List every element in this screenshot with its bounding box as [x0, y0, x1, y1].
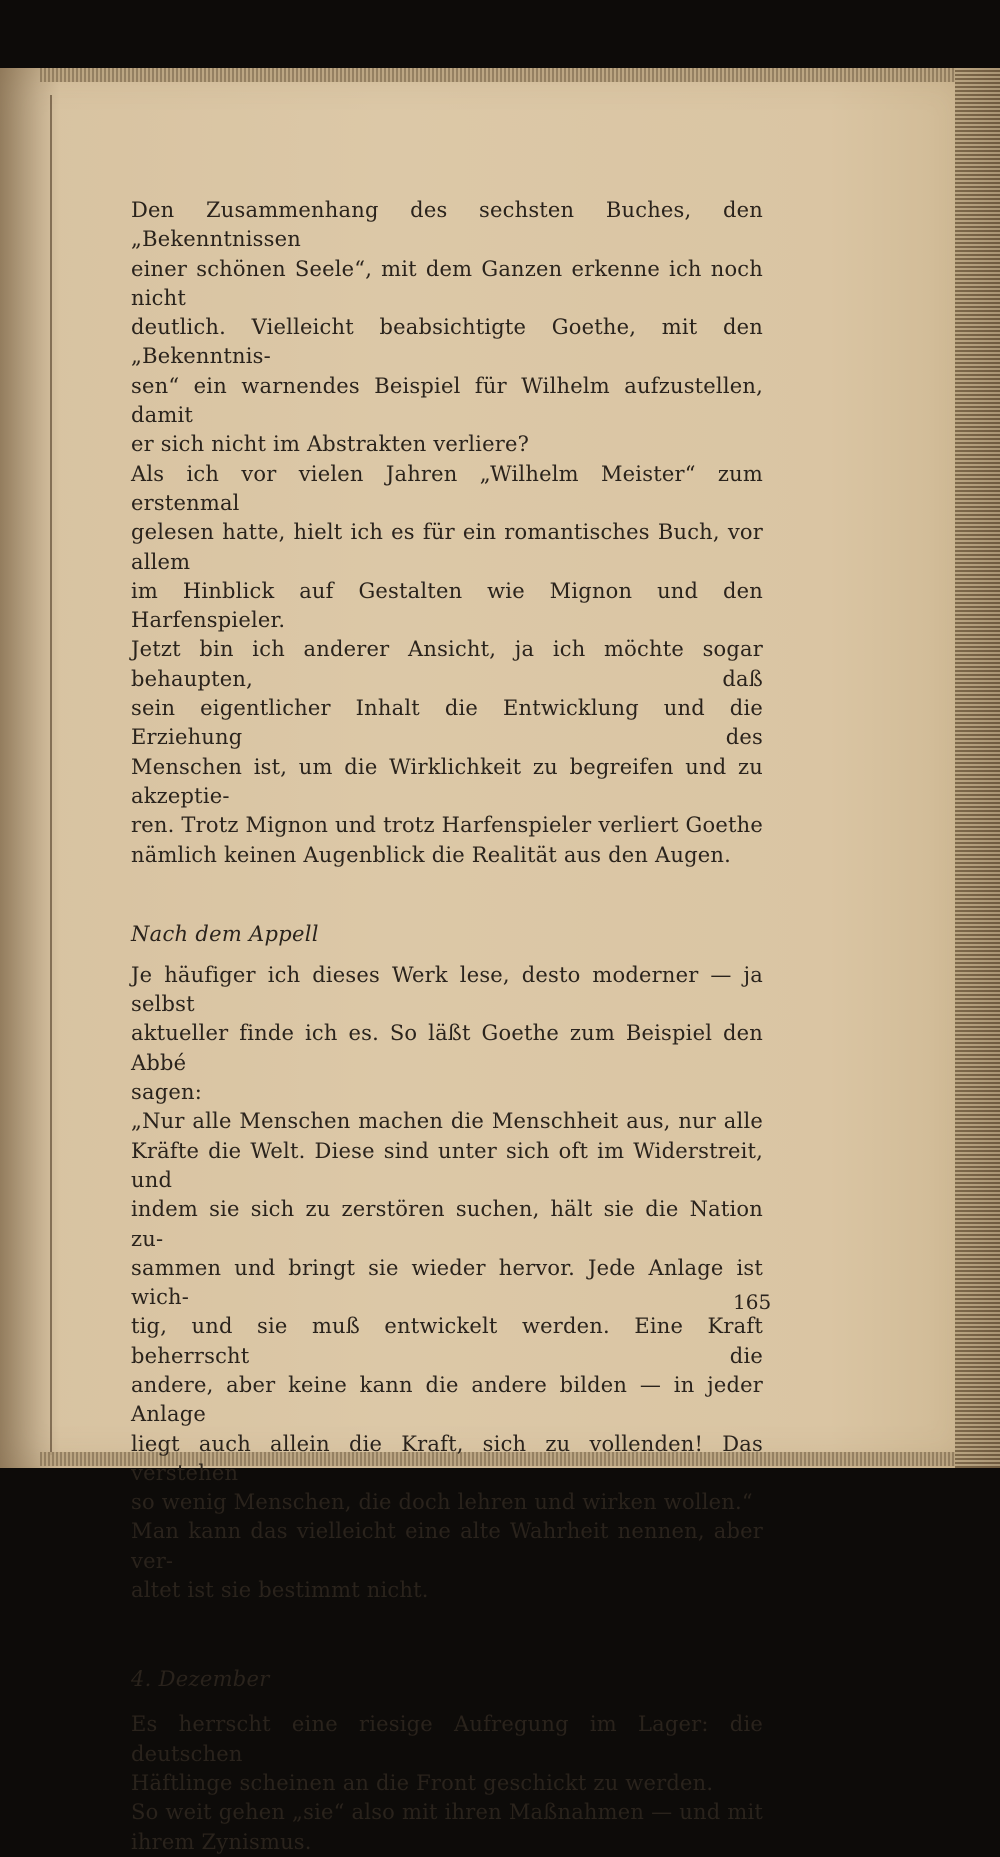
text-line: Man kann das vielleicht eine alte Wahrheit nennen, aber ver-: [131, 1519, 763, 1573]
text-line: sagen:: [131, 1080, 202, 1105]
paragraph-wilhelm-meister: [131, 460, 763, 870]
text-line: Es herrscht eine riesige Aufregung im Lager: die deutschen: [131, 1712, 763, 1766]
text-line: andere, aber keine kann die andere bilden — in jeder Anlage: [131, 1372, 763, 1427]
text-line: so wenig Menschen, die doch lehren und wirken wollen.“: [131, 1490, 753, 1515]
text-line: Den Zusammenhang des sechsten Buches, den „Bekenntnissen: [131, 198, 763, 252]
text-line: „Nur alle Menschen machen die Menschheit aus, nur alle: [131, 1109, 763, 1134]
text-line: gelesen hatte, hielt ich es für ein romantisches Buch, vor allem: [131, 520, 763, 574]
text-line: Häftlinge scheinen an die Front geschickt zu werden.: [131, 1770, 714, 1795]
paragraph-quote-abbe: [131, 1107, 763, 1517]
page-number: 165: [733, 1290, 772, 1314]
paragraph-bekenntnisse: [131, 196, 763, 460]
top-page-edge: [40, 68, 975, 82]
section-heading-nach-dem-appell: Nach dem Appell: [131, 921, 319, 946]
paragraph-alte-wahrheit: [131, 1517, 763, 1605]
text-line: So weit gehen „sie“ also mit ihren Maßnahmen — und mit: [131, 1800, 763, 1825]
text-line: sen“ ein warnendes Beispiel für Wilhelm aufzustellen, damit: [131, 373, 763, 428]
right-page-edges: [955, 68, 1000, 1468]
text-line: deutlich. Vielleicht beabsichtigte Goethe, mit den „Bekenntnis-: [131, 315, 763, 369]
text-line: Jetzt bin ich anderer Ansicht, ja ich möchte sogar behaupten, daß: [131, 637, 763, 691]
text-line: ren. Trotz Mignon und trotz Harfenspieler verliert Goethe: [131, 813, 763, 838]
text-line: im Hinblick auf Gestalten wie Mignon und den Harfenspieler.: [131, 578, 763, 633]
text-line: tig, und sie muß entwickelt werden. Eine Kraft beherrscht die: [131, 1314, 763, 1368]
text-line: indem sie sich zu zerstören suchen, hält sie die Nation zu-: [131, 1197, 763, 1251]
page-text: [131, 196, 763, 1857]
text-line: liegt auch allein die Kraft, sich zu vollenden! Das verstehen: [131, 1431, 763, 1485]
text-line: sein eigentlicher Inhalt die Entwicklung und die Erziehung des: [131, 696, 763, 750]
text-line: Als ich vor vielen Jahren „Wilhelm Meister“ zum erstenmal: [131, 461, 763, 515]
text-line: Kräfte die Welt. Diese sind unter sich oft im Widerstreit, und: [131, 1138, 763, 1192]
text-line: nämlich keinen Augenblick die Realität aus den Augen.: [131, 842, 731, 867]
text-line: Je häufiger ich dieses Werk lese, desto moderner — ja selbst: [131, 962, 763, 1017]
paragraph-zynismus: [131, 1798, 763, 1857]
text-line: sammen und bringt sie wieder hervor. Jede Anlage ist wich-: [131, 1255, 763, 1310]
paragraph-je-haeufiger: [131, 961, 763, 1107]
text-line: ihrem Zynismus.: [131, 1829, 312, 1854]
text-line: aktueller finde ich es. So läßt Goethe zum Beispiel den Abbé: [131, 1021, 763, 1075]
text-line: er sich nicht im Abstrakten verliere?: [131, 432, 530, 457]
text-line: altet ist sie bestimmt nicht.: [131, 1578, 429, 1603]
text-line: Menschen ist, um die Wirklichkeit zu begreifen und zu akzeptie-: [131, 754, 763, 808]
section-heading-4-dezember: 4. Dezember: [131, 1667, 270, 1692]
paragraph-aufregung: [131, 1710, 763, 1798]
gutter-line: [50, 95, 52, 1455]
text-line: einer schönen Seele“, mit dem Ganzen erkenne ich noch nicht: [131, 256, 763, 310]
